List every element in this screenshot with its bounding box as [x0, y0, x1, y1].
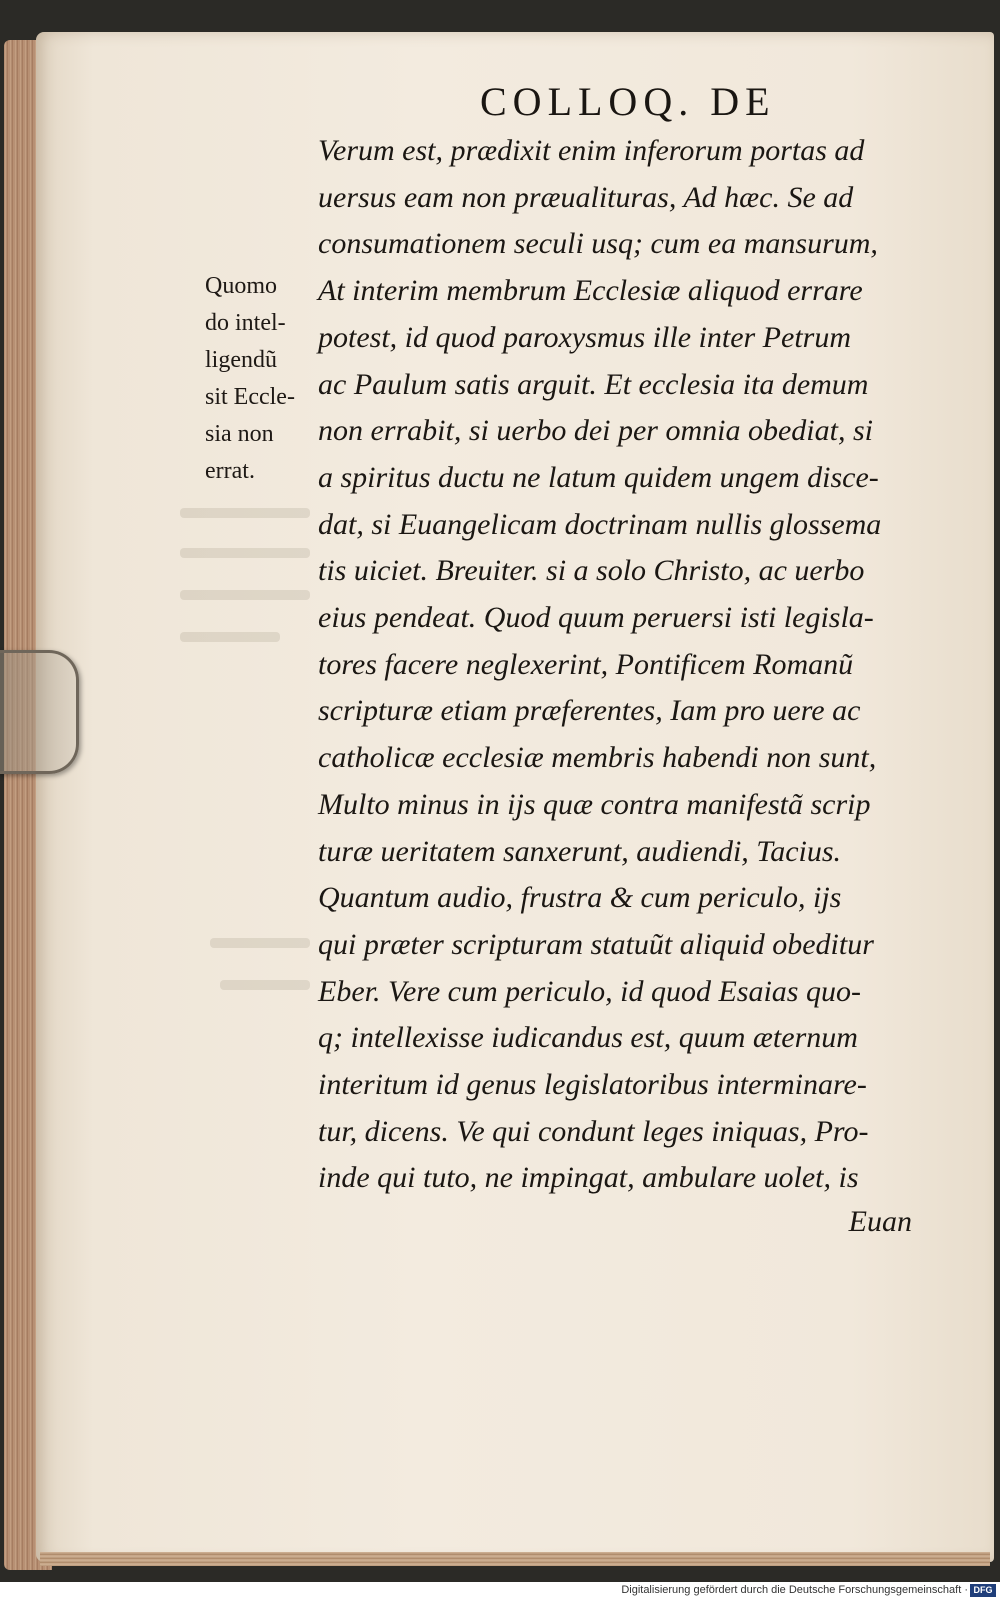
text-line: tis uiciet. Breuiter. si a solo Christo, ac uerbo: [318, 554, 865, 588]
funding-credit: Digitalisierung gefördert durch die Deutsche Forschungsgemeinschaft ·: [621, 1584, 968, 1596]
text-line: Verum est, prædixit enim inferorum portas ad: [318, 134, 865, 167]
text-line: uersus eam non præualituras, Ad hæc. Se ad: [318, 180, 854, 214]
text-line: tores facere neglexerint, Pontificem Romanũ: [318, 647, 854, 681]
marginal-note-line: do intel-: [205, 310, 286, 336]
text-line: eius pendeat. Quod quum peruersi isti legisla-: [318, 601, 874, 635]
catchword: Euan: [848, 1205, 912, 1238]
text-line: tur, dicens. Ve qui condunt leges iniquas, Pro-: [318, 1114, 869, 1148]
book-clasp: [0, 650, 79, 774]
running-header: COLLOQ. DE: [480, 79, 776, 124]
bleed-through-mark: [180, 548, 310, 558]
footer-bar: [0, 1582, 1000, 1600]
marginal-note-line: sia non: [205, 421, 274, 447]
text-line: potest, id quod paroxysmus ille inter Petrum: [318, 320, 851, 354]
marginal-note: [205, 268, 317, 490]
text-line: qui præter scripturam statuũt aliquid obeditur: [318, 927, 874, 961]
text-line: scripturæ etiam præferentes, Iam pro uere ac: [318, 694, 861, 728]
text-line: turæ ueritatem sanxerunt, audiendi, Tacius.: [318, 834, 842, 868]
text-line: Multo minus in ijs quæ contra manifestã scrip: [318, 787, 871, 821]
dfg-logo-icon: DFG: [970, 1584, 996, 1597]
marginal-note-line: sit Eccle-: [205, 384, 295, 410]
marginal-note-line: errat.: [205, 458, 255, 484]
text-line: interitum id genus legislatoribus interminare-: [318, 1068, 867, 1102]
text-line: Quantum audio, frustra & cum periculo, ijs: [318, 881, 842, 915]
bleed-through-mark: [180, 590, 310, 600]
bleed-through-mark: [180, 632, 280, 642]
bleed-through-mark: [180, 508, 310, 518]
text-line: At interim membrum Ecclesiæ aliquod errare: [318, 274, 863, 308]
book-bottom-edge: [40, 1552, 990, 1566]
bleed-through-mark: [220, 980, 310, 990]
text-line: inde qui tuto, ne impingat, ambulare uolet, is: [318, 1161, 859, 1195]
bleed-through-mark: [210, 938, 310, 948]
text-line: ac Paulum satis arguit. Et ecclesia ita demum: [318, 367, 869, 401]
marginal-note-line: Quomo: [205, 273, 277, 299]
text-line: a spiritus ductu ne latum quidem ungem disce-: [318, 460, 879, 494]
text-line: consumationem seculi usq; cum ea mansurum,: [318, 227, 878, 261]
text-line: dat, si Euangelicam doctrinam nullis glossema: [318, 507, 882, 541]
text-line: non errabit, si uerbo dei per omnia obediat, si: [318, 414, 873, 448]
main-text-block: [318, 128, 930, 1202]
text-line: Eber. Vere cum periculo, id quod Esaias quo-: [318, 974, 861, 1008]
marginal-note-line: ligendũ: [205, 347, 277, 373]
text-line: q; intellexisse iudicandus est, quum æternum: [318, 1021, 858, 1055]
text-line: catholicæ ecclesiæ membris habendi non sunt,: [318, 741, 877, 775]
